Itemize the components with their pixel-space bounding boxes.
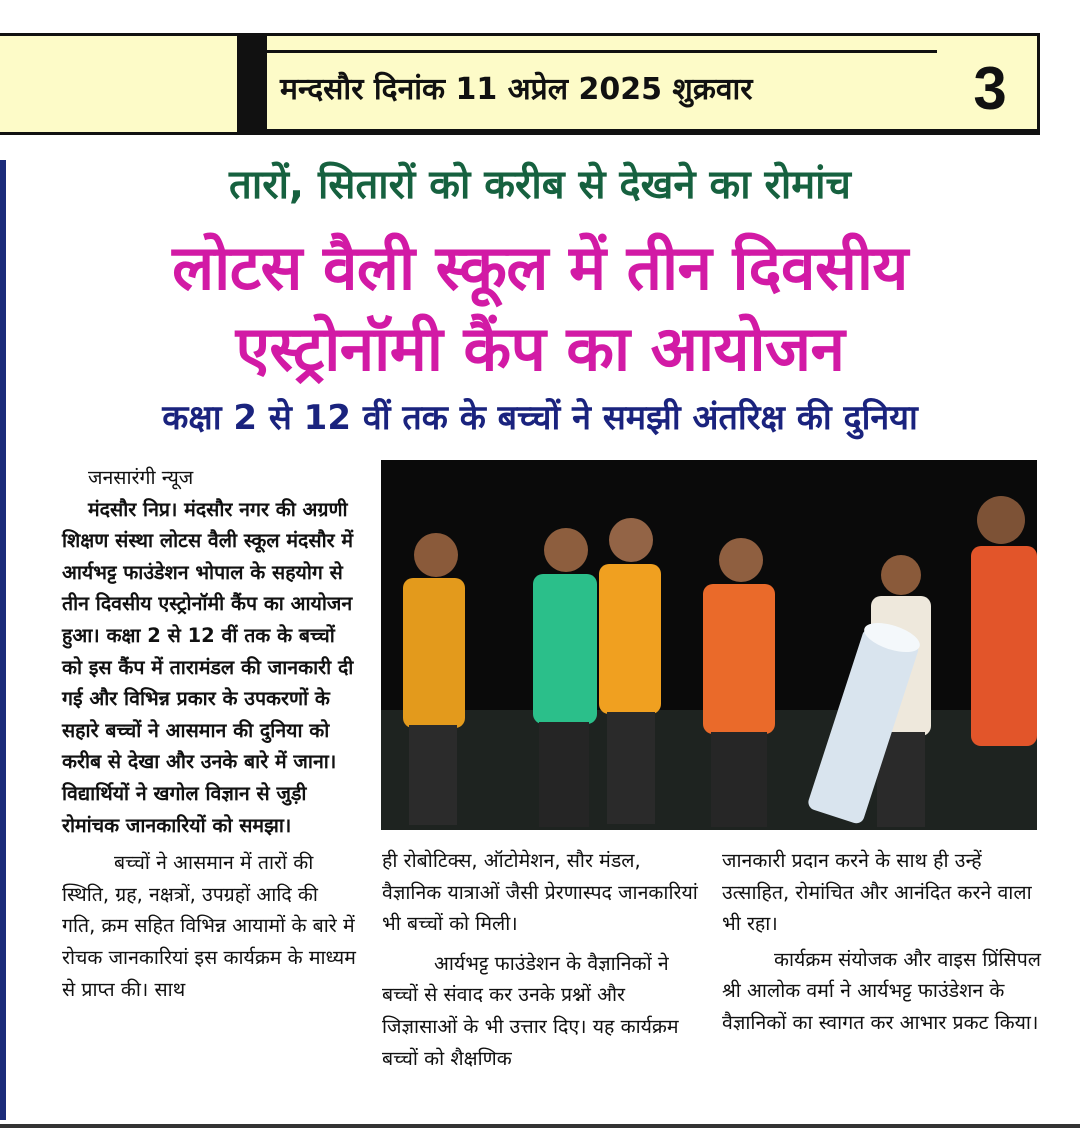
main-headline-line1: लोटस वैली स्कूल में तीन दिवसीय	[172, 231, 908, 304]
left-column-rule	[0, 160, 6, 1120]
bottom-rule	[0, 1124, 1080, 1128]
dateline: मन्दसौर दिनांक 11 अप्रेल 2025 शुक्रवार	[280, 72, 753, 107]
paragraph-2-part-1: बच्चों ने आसमान में तारों की स्थिति, ग्रह, नक्षत्रों, उपग्रहों आदि की गति, क्रम सहित विभिन्न आयामों के बारे में रोचक जानकारियां इस कार्यक्रम के माध्यम से प्राप्त की। साथ	[62, 851, 356, 1001]
main-headline-line2: एस्ट्रोनॉमी कैंप का आयोजन	[235, 312, 845, 385]
article-column-1	[62, 462, 357, 1005]
lead-paragraph: मंदसौर निप्र। मंदसौर नगर की अग्रणी शिक्षण संस्था लोटस वैली स्कूल मंदसौर में आर्यभट्ट फाउंडेशन भोपाल के सहयोग से तीन दिवसीय एस्ट्रोनॉमी कैंप का आयोजन हुआ। कक्षा 2 से 12 वीं तक के बच्चों को इस कैंप में तारामंडल की जानकारी दी गई और विभिन्न प्रकार के उपकरणों के सहारे बच्चों ने आसमान की दुनिया को करीब से देखा और उनके बारे में जाना। विद्यार्थियों ने खगोल विज्ञान से जुड़ी रोमांचक जानकारियों को समझा।	[62, 497, 354, 837]
subheadline: कक्षा 2 से 12 वीं तक के बच्चों ने समझी अंतरिक्ष की दुनिया	[162, 398, 918, 438]
page-number: 3	[973, 55, 1007, 122]
article-column-3	[722, 845, 1042, 1039]
paragraph-3-part-2: जानकारी प्रदान करने के साथ ही उन्हें उत्साहित, रोमांचित और आनंदित करने वाला भी रहा।	[722, 849, 1032, 936]
kicker-headline: तारों, सितारों को करीब से देखने का रोमांच	[229, 162, 851, 208]
article-column-2	[382, 845, 702, 1074]
paragraph-3-part-1: आर्यभट्ट फाउंडेशन के वैज्ञानिकों ने बच्चों से संवाद कर उनके प्रश्नों और जिज्ञासाओं के भी उत्तार दिए। यह कार्यक्रम बच्चों को शैक्षणिक	[382, 951, 679, 1070]
students-telescope-illustration	[381, 460, 1037, 830]
paragraph-4: कार्यक्रम संयोजक और वाइस प्रिंसिपल श्री आलोक वर्मा ने आर्यभट्ट फाउंडेशन के वैज्ञानिकों का स्वागत कर आभार प्रकट किया।	[722, 947, 1042, 1034]
masthead-top-rule	[267, 50, 937, 53]
masthead-black-block	[237, 36, 267, 132]
article-photo	[381, 460, 1037, 830]
paragraph-2-part-2: ही रोबोटिक्स, ऑटोमेशन, सौर मंडल, वैज्ञानिक यात्राओं जैसी प्रेरणास्पद जानकारियां भी बच्चों को मिली।	[382, 849, 698, 936]
byline: जनसारंगी न्यूज	[88, 466, 194, 489]
masthead-bottom-rule	[267, 129, 1040, 132]
